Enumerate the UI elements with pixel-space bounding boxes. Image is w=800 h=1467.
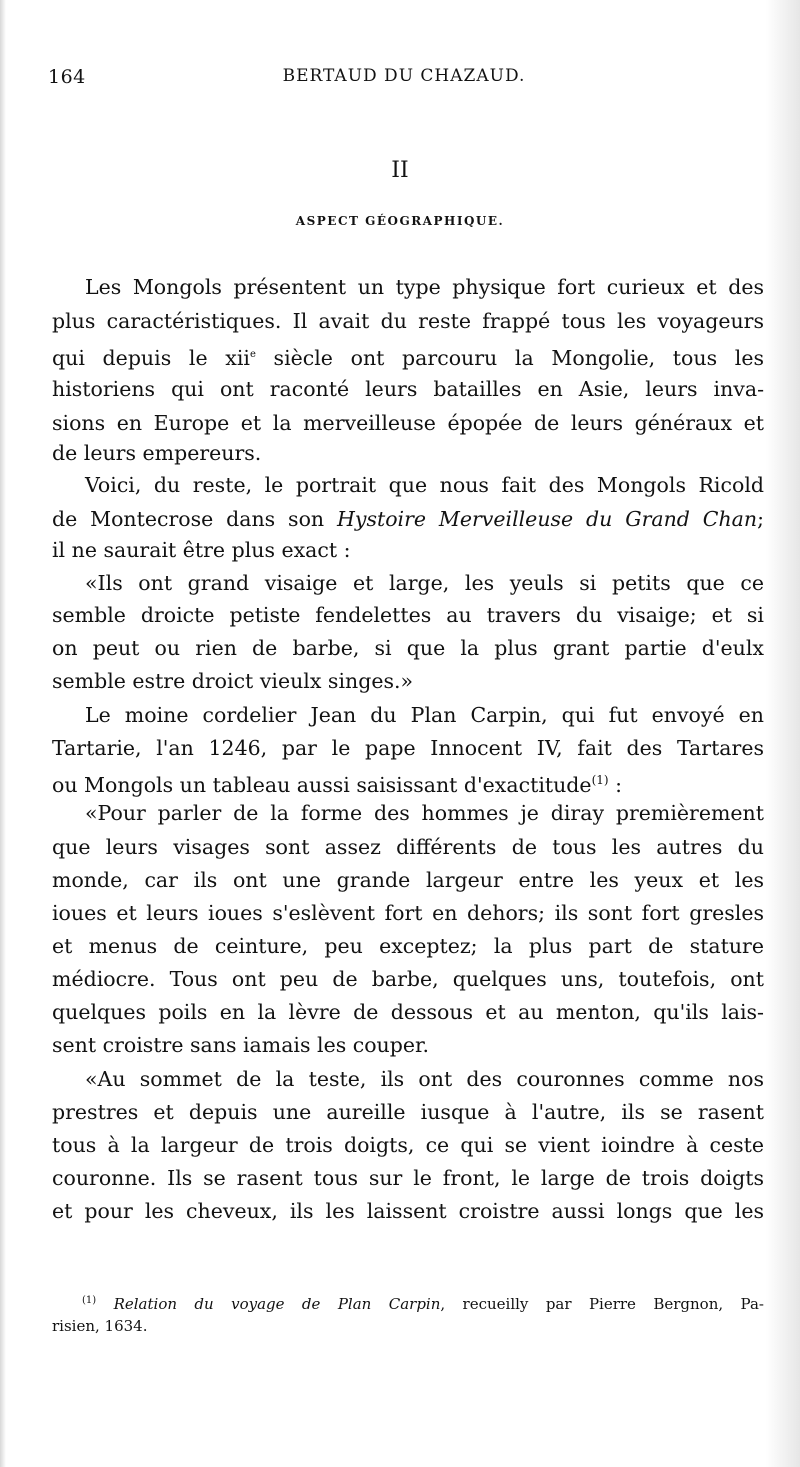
body-line: de leurs empereurs. [52,441,262,465]
body-line [52,765,764,800]
work-title: Hystoire Merveilleuse du Grand Chan [336,507,758,531]
body-line-rest: siècle ont parcouru la Mongolie, tous les [273,345,764,370]
quote-line: on peut ou rien de barbe, si que la plus grant partie d'eulx [52,636,764,660]
footnote-reference: (1) [591,773,609,787]
body-line-end: : [615,772,623,797]
footnote-text: , recueilly par Pierre Bergnon, Pa- [440,1295,764,1313]
footnote [82,1290,764,1315]
page-number: 164 [48,66,86,88]
quote-line: semble droicte petiste fendelettes au travers du visaige; et si [52,603,764,627]
body-line: il ne saurait être plus exact : [52,538,351,562]
century-superscript: e [249,349,256,360]
body-line: Voici, du reste, le portrait que nous fait des Mongols Ricold [85,473,764,497]
body-line: sions en Europe et la merveilleuse épopée de leurs généraux et [52,411,764,435]
quote-line: monde, car ils ont une grande largeur entre les yeux et les [52,868,764,892]
quote-line: quelques poils en la lèvre de dessous et au menton, qu'ils lais- [52,1000,764,1024]
body-line [52,504,764,534]
section-number: II [391,158,409,183]
quote-line: que leurs visages sont assez différents de tous les autres du [52,835,764,859]
quote-line: médiocre. Tous ont peu de barbe, quelques uns, toutefois, ont [52,967,764,991]
body-line-end: ; [757,507,764,531]
quote-line: «Ils ont grand visaige et large, les yeuls si petits que ce [85,571,764,595]
body-line: Le moine cordelier Jean du Plan Carpin, qui fut envoyé en [85,703,764,727]
body-line: Les Mongols présentent un type physique fort curieux et des [85,275,764,299]
quote-line: couronne. Ils se rasent tous sur le front, le large de trois doigts [52,1166,764,1190]
footnote-title: Relation du voyage de Plan Carpin [113,1295,441,1313]
body-line-start: ou Mongols un tableau aussi saisissant d'exactitude [52,772,592,797]
body-line-start: de Montecrose dans son [52,507,325,531]
quote-line: et pour les cheveux, ils les laissent croistre aussi longs que les [52,1199,764,1223]
body-line [52,340,764,373]
body-line: Tartarie, l'an 1246, par le pape Innocent IV, fait des Tartares [52,736,764,760]
footnote-line: risien, 1634. [52,1317,148,1335]
quote-line: sent croistre sans iamais les couper. [52,1033,430,1057]
quote-line: ioues et leurs ioues s'eslèvent fort en dehors; ils sont fort gresles [52,901,764,925]
quote-line: et menus de ceinture, peu exceptez; la plus part de stature [52,934,764,958]
quote-line: «Pour parler de la forme des hommes je diray premièrement [85,801,764,825]
quote-line: «Au sommet de la teste, ils ont des couronnes comme nos [85,1067,764,1091]
quote-line: prestres et depuis une aureille iusque à l'autre, ils se rasent [52,1100,764,1124]
footnote-mark: (1) [82,1295,97,1306]
page-header [48,66,760,96]
body-line-start: qui depuis le xii [52,345,250,370]
running-title: BERTAUD DU CHAZAUD. [282,66,526,86]
quote-line: tous à la largeur de trois doigts, ce qui se vient ioindre à ceste [52,1133,764,1157]
body-line: historiens qui ont raconté leurs batailles en Asie, leurs inva- [52,377,764,401]
section-title: ASPECT GÉOGRAPHIQUE. [295,214,505,228]
body-line: plus caractéristiques. Il avait du reste frappé tous les voyageurs [52,309,764,333]
quote-line: semble estre droict vieulx singes.» [52,669,414,693]
